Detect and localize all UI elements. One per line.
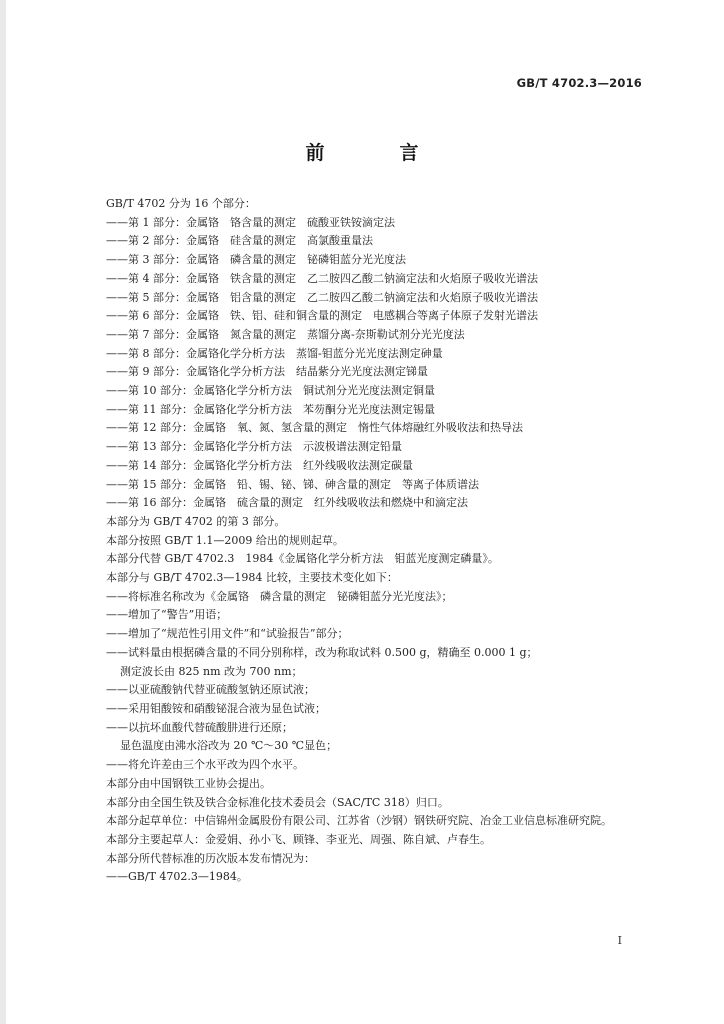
replaces-paragraph: 本部分代替 GB/T 4702.3 1984《金属铬化学分析方法 钼蓝光度测定磷量》。	[106, 552, 499, 566]
list-item: ——增加了“警告”用语；	[106, 608, 228, 622]
document-body	[84, 195, 644, 887]
history-paragraph: 本部分所代替标准的历次版本发布情况为：	[106, 851, 315, 865]
list-item: ——第 1 部分：金属铬 铬含量的测定 硫酸亚铁铵滴定法	[106, 215, 395, 229]
list-item: ——第 15 部分：金属铬 铅、锡、铋、锑、砷含量的测定 等离子体质谱法	[106, 477, 479, 491]
list-item: ——第 9 部分：金属铬化学分析方法 结晶紫分光光度法测定锑量	[106, 365, 428, 379]
centralized-paragraph: 本部分由全国生铁及铁合金标准化技术委员会（SAC/TC 318）归口。	[106, 795, 449, 809]
standard-number: GB/T 4702.3—2016	[516, 76, 642, 90]
list-item: ——以亚硫酸钠代替亚硫酸氢钠还原试液；	[106, 683, 315, 697]
list-item: ——第 13 部分：金属铬化学分析方法 示波极谱法测定铅量	[106, 440, 402, 454]
proposed-paragraph: 本部分由中国钢铁工业协会提出。	[106, 776, 271, 790]
page-title: 前 言	[305, 142, 447, 164]
drafters-paragraph: 本部分主要起草人：金爱娟、孙小飞、顾锋、李亚光、周强、陈自斌、卢春生。	[106, 832, 491, 846]
page-number: I	[617, 934, 622, 947]
list-item: ——将允许差由三个水平改为四个水平。	[106, 758, 304, 772]
list-item: ——第 2 部分：金属铬 硅含量的测定 高氯酸重量法	[106, 234, 373, 248]
parts-list	[84, 214, 644, 513]
list-item: ——第 12 部分：金属铬 氧、氮、氢含量的测定 惰性气体熔融红外吸收法和热导法	[106, 421, 523, 435]
list-item: ——将标准名称改为《金属铬 磷含量的测定 铋磷钼蓝分光光度法》；	[106, 589, 453, 603]
list-item: ——第 3 部分：金属铬 磷含量的测定 铋磷钼蓝分光光度法	[106, 253, 406, 267]
list-item: ——GB/T 4702.3—1984。	[106, 870, 248, 884]
list-item: ——第 5 部分：金属铬 铝含量的测定 乙二胺四乙酸二钠滴定法和火焰原子吸收光谱法	[106, 290, 538, 304]
list-item: ——第 4 部分：金属铬 铁含量的测定 乙二胺四乙酸二钠滴定法和火焰原子吸收光谱法	[106, 271, 538, 285]
list-item-continuation: 显色温度由沸水浴改为 20 ℃～30 ℃显色；	[120, 739, 338, 753]
list-item: ——第 8 部分：金属铬化学分析方法 蒸馏-钼蓝分光光度法测定砷量	[106, 346, 443, 360]
list-item: ——第 11 部分：金属铬化学分析方法 苯芴酮分光光度法测定锡量	[106, 402, 435, 416]
part-of-paragraph: 本部分为 GB/T 4702 的第 3 部分。	[106, 514, 286, 528]
drafting-rules-paragraph: 本部分按照 GB/T 1.1—2009 给出的规则起草。	[106, 533, 344, 547]
intro-paragraph: GB/T 4702 分为 16 个部分：	[106, 197, 256, 210]
list-item: ——第 14 部分：金属铬化学分析方法 红外线吸收法测定碳量	[106, 458, 413, 472]
list-item: ——第 10 部分：金属铬化学分析方法 铜试剂分光光度法测定铜量	[106, 384, 435, 398]
list-item: ——试料量由根据磷含量的不同分别称样，改为称取试料 0.500 g，精确至 0.000 1 g；	[106, 645, 538, 659]
changes-intro-paragraph: 本部分与 GB/T 4702.3—1984 比较，主要技术变化如下：	[106, 571, 398, 585]
list-item-continuation: 测定波长由 825 nm 改为 700 nm；	[120, 664, 303, 678]
drafting-units-paragraph: 本部分起草单位：中信锦州金属股份有限公司、江苏省（沙钢）钢铁研究院、冶金工业信息标准研究院。	[106, 814, 612, 828]
list-item: ——第 16 部分：金属铬 硫含量的测定 红外线吸收法和燃烧中和滴定法	[106, 496, 468, 510]
list-item: ——第 7 部分：金属铬 氮含量的测定 蒸馏分离-奈斯勒试剂分光光度法	[106, 327, 465, 341]
list-item: ——增加了“规范性引用文件”和“试验报告”部分；	[106, 627, 349, 641]
list-item: ——第 6 部分：金属铬 铁、铝、硅和铜含量的测定 电感耦合等离子体原子发射光谱法	[106, 309, 538, 323]
list-item: ——以抗坏血酸代替硫酸肼进行还原；	[106, 720, 293, 734]
list-item: ——采用钼酸铵和硝酸铋混合液为显色试液；	[106, 701, 326, 715]
changes-list	[84, 588, 644, 775]
